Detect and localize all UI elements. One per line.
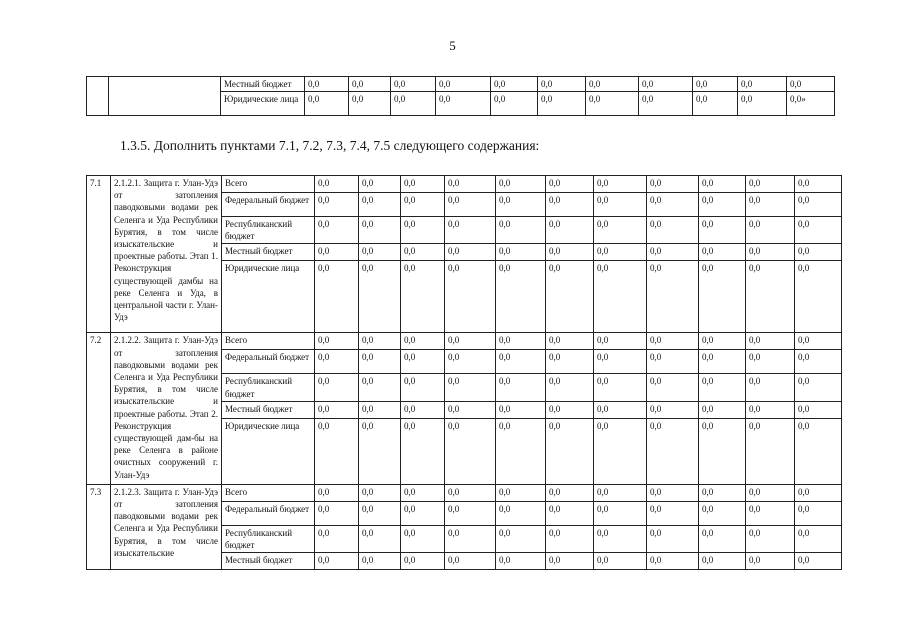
- value-cell: 0,0: [401, 244, 445, 261]
- value-cell: 0,0: [445, 261, 496, 333]
- value-cell: 0,0: [491, 92, 538, 116]
- value-cell: 0,0: [647, 333, 699, 350]
- value-cell: 0,0: [445, 350, 496, 374]
- value-cell: 0,0: [699, 401, 746, 418]
- value-cell: 0,0: [795, 350, 842, 374]
- value-cell: 0,0: [496, 193, 546, 217]
- value-cell: 0,0: [445, 501, 496, 525]
- value-cell: 0,0: [315, 244, 359, 261]
- value-cell: 0,0: [496, 418, 546, 484]
- source-label: Местный бюджет: [222, 244, 315, 261]
- value-cell: 0,0: [699, 176, 746, 193]
- value-cell: 0,0: [795, 525, 842, 552]
- value-cell: 0,0: [359, 418, 401, 484]
- value-cell: 0,0: [315, 193, 359, 217]
- value-cell: 0,0: [746, 484, 795, 501]
- value-cell: 0,0: [546, 525, 594, 552]
- value-cell: 0,0: [647, 501, 699, 525]
- value-cell: 0,0: [746, 525, 795, 552]
- value-cell: 0,0: [795, 401, 842, 418]
- value-cell: 0,0: [359, 261, 401, 333]
- value-cell: 0,0: [795, 176, 842, 193]
- value-cell: 0,0: [315, 418, 359, 484]
- value-cell: 0,0: [699, 484, 746, 501]
- value-cell: 0,0: [699, 553, 746, 570]
- value-cell: 0,0: [496, 244, 546, 261]
- value-cell: 0,0: [445, 333, 496, 350]
- source-label: Местный бюджет: [221, 77, 305, 92]
- value-cell: 0,0: [496, 525, 546, 552]
- value-cell: 0,0: [401, 261, 445, 333]
- value-cell: 0,0: [594, 350, 647, 374]
- value-cell: 0,0: [594, 501, 647, 525]
- value-cell: 0,0: [496, 553, 546, 570]
- value-cell: 0,0: [315, 333, 359, 350]
- source-label: Федеральный бюджет: [222, 501, 315, 525]
- value-cell: 0,0: [594, 374, 647, 401]
- value-cell: 0,0: [359, 176, 401, 193]
- source-label: Всего: [222, 484, 315, 501]
- value-cell: 0,0: [699, 525, 746, 552]
- value-cell: 0,0: [496, 374, 546, 401]
- source-label: Всего: [222, 176, 315, 193]
- value-cell: 0,0: [445, 553, 496, 570]
- item-description: 2.1.2.3. Защита г. Улан-Удэ от затопления паводковыми водами рек Селенга и Уда Республики Бурятия, в том числе изыскательские: [111, 484, 222, 569]
- value-cell: 0,0: [401, 501, 445, 525]
- value-cell: 0,0: [315, 484, 359, 501]
- value-cell: 0,0: [647, 244, 699, 261]
- value-cell: 0,0: [795, 418, 842, 484]
- value-cell: 0,0: [594, 418, 647, 484]
- value-cell: 0,0: [445, 193, 496, 217]
- value-cell: 0,0: [746, 333, 795, 350]
- value-cell: 0,0: [445, 525, 496, 552]
- table-row: [87, 77, 835, 92]
- value-cell: 0,0: [693, 77, 738, 92]
- value-cell: 0,0: [594, 217, 647, 244]
- value-cell: 0,0: [496, 333, 546, 350]
- item-number: 7.2: [87, 333, 111, 484]
- value-cell: 0,0: [699, 244, 746, 261]
- value-cell: 0,0: [647, 553, 699, 570]
- value-cell: 0,0: [401, 350, 445, 374]
- value-cell: 0,0: [795, 261, 842, 333]
- value-cell: 0,0: [787, 77, 835, 92]
- value-cell: 0,0: [738, 77, 787, 92]
- value-cell: 0,0: [699, 374, 746, 401]
- value-cell: 0,0: [546, 553, 594, 570]
- value-cell: 0,0: [436, 77, 491, 92]
- value-cell: 0,0: [795, 484, 842, 501]
- value-cell: 0,0: [359, 553, 401, 570]
- value-cell: 0,0: [795, 217, 842, 244]
- value-cell: 0,0: [359, 501, 401, 525]
- value-cell: 0,0: [546, 244, 594, 261]
- item-number: 7.3: [87, 484, 111, 569]
- value-cell: 0,0: [594, 333, 647, 350]
- source-label: Местный бюджет: [222, 553, 315, 570]
- value-cell: 0,0: [538, 77, 586, 92]
- source-label: Федеральный бюджет: [222, 193, 315, 217]
- item-number: 7.1: [87, 176, 111, 333]
- source-label: Юридические лица: [222, 418, 315, 484]
- value-cell: 0,0: [496, 350, 546, 374]
- value-cell: 0,0: [359, 484, 401, 501]
- value-cell: 0,0: [445, 176, 496, 193]
- value-cell: 0,0: [639, 92, 693, 116]
- value-cell: 0,0: [699, 217, 746, 244]
- value-cell: 0,0: [594, 484, 647, 501]
- value-cell: 0,0: [315, 350, 359, 374]
- value-cell: 0,0: [496, 176, 546, 193]
- value-cell: 0,0: [359, 401, 401, 418]
- value-cell: 0,0: [647, 193, 699, 217]
- value-cell: 0,0: [738, 92, 787, 116]
- value-cell: 0,0: [746, 261, 795, 333]
- value-cell: 0,0: [305, 92, 349, 116]
- value-cell: 0,0: [496, 501, 546, 525]
- value-cell: 0,0: [594, 176, 647, 193]
- value-cell: 0,0: [647, 374, 699, 401]
- empty-num-cell: [87, 77, 109, 116]
- value-cell: 0,0: [699, 501, 746, 525]
- source-label: Федеральный бюджет: [222, 350, 315, 374]
- value-cell: 0,0: [594, 261, 647, 333]
- value-cell: 0,0: [445, 217, 496, 244]
- value-cell: 0,0: [546, 176, 594, 193]
- value-cell: 0,0: [349, 77, 391, 92]
- value-cell: 0,0: [305, 77, 349, 92]
- value-cell: 0,0: [359, 374, 401, 401]
- value-cell: 0,0: [401, 418, 445, 484]
- value-cell: 0,0: [401, 176, 445, 193]
- value-cell: 0,0: [795, 333, 842, 350]
- source-label: Республиканский бюджет: [222, 217, 315, 244]
- value-cell: 0,0: [639, 77, 693, 92]
- value-cell: 0,0: [401, 401, 445, 418]
- value-cell: 0,0: [359, 333, 401, 350]
- value-cell: 0,0: [699, 333, 746, 350]
- value-cell: 0,0: [699, 193, 746, 217]
- value-cell: 0,0: [359, 244, 401, 261]
- source-label: Всего: [222, 333, 315, 350]
- value-cell: 0,0: [315, 261, 359, 333]
- value-cell: 0,0: [594, 401, 647, 418]
- value-cell: 0,0: [546, 401, 594, 418]
- value-cell: 0,0: [436, 92, 491, 116]
- value-cell: 0,0: [496, 484, 546, 501]
- value-cell: 0,0: [594, 193, 647, 217]
- value-cell: 0,0: [401, 193, 445, 217]
- value-cell: 0,0: [647, 261, 699, 333]
- source-label: Республиканский бюджет: [222, 374, 315, 401]
- value-cell: 0,0: [746, 401, 795, 418]
- value-cell: 0,0: [699, 261, 746, 333]
- value-cell: 0,0: [746, 553, 795, 570]
- value-cell: 0,0: [795, 501, 842, 525]
- value-cell: 0,0: [647, 217, 699, 244]
- value-cell: 0,0: [401, 484, 445, 501]
- value-cell: 0,0: [315, 525, 359, 552]
- value-cell: 0,0: [445, 244, 496, 261]
- value-cell: 0,0: [315, 374, 359, 401]
- value-cell: 0,0: [546, 261, 594, 333]
- value-cell: 0,0: [445, 374, 496, 401]
- value-cell: 0,0: [546, 374, 594, 401]
- table-row: [87, 176, 842, 193]
- value-cell: 0,0: [746, 193, 795, 217]
- value-cell: 0,0: [496, 261, 546, 333]
- section-heading: 1.3.5. Дополнить пунктами 7.1, 7.2, 7.3, 7.4, 7.5 следующего содержания:: [120, 138, 540, 153]
- value-cell: 0,0: [647, 484, 699, 501]
- value-cell: 0,0: [315, 176, 359, 193]
- value-cell: 0,0: [693, 92, 738, 116]
- source-label: Республиканский бюджет: [222, 525, 315, 552]
- funding-table: [86, 175, 842, 570]
- value-cell: 0,0: [795, 244, 842, 261]
- value-cell: 0,0: [546, 501, 594, 525]
- value-cell: 0,0: [647, 401, 699, 418]
- value-cell: 0,0: [496, 217, 546, 244]
- value-cell: 0,0: [746, 418, 795, 484]
- value-cell: 0,0: [699, 418, 746, 484]
- value-cell: 0,0: [699, 350, 746, 374]
- value-cell: 0,0: [401, 374, 445, 401]
- value-cell: 0,0: [647, 418, 699, 484]
- value-cell: 0,0: [315, 401, 359, 418]
- item-description: 2.1.2.2. Защита г. Улан-Удэ от затопления паводковыми водами рек Селенга и Уда Республики Бурятия, в том числе изыскательские и проектные работы. Этап 2. Реконструкция существующей дам-бы на реке Селенга в районе очистных сооружений г. Улан-Удэ: [111, 333, 222, 484]
- page-number: 5: [449, 38, 456, 53]
- value-cell: 0,0: [496, 401, 546, 418]
- item-description: 2.1.2.1. Защита г. Улан-Удэ от затопления паводковыми водами рек Селенга и Уда Республики Бурятия, в том числе изыскательские и проектные работы. Этап 1. Реконструкция существующей дамбы на реке Селенга и Уда, в центральной части г. Улан-Удэ: [111, 176, 222, 333]
- value-cell: 0,0: [401, 525, 445, 552]
- value-cell: 0,0: [315, 553, 359, 570]
- value-cell: 0,0: [359, 525, 401, 552]
- value-cell: 0,0: [594, 553, 647, 570]
- value-cell: 0,0: [795, 374, 842, 401]
- value-cell: 0,0: [546, 418, 594, 484]
- value-cell: 0,0: [647, 176, 699, 193]
- value-cell: 0,0: [546, 217, 594, 244]
- value-cell: 0,0: [586, 77, 639, 92]
- value-cell: 0,0: [546, 484, 594, 501]
- value-cell: 0,0: [445, 484, 496, 501]
- value-cell: 0,0: [746, 374, 795, 401]
- value-cell: 0,0: [315, 217, 359, 244]
- value-cell: 0,0: [594, 525, 647, 552]
- value-cell: 0,0: [546, 193, 594, 217]
- value-cell: 0,0: [445, 401, 496, 418]
- value-cell: 0,0: [746, 350, 795, 374]
- table-row: [87, 484, 842, 501]
- value-cell: 0,0: [359, 193, 401, 217]
- value-cell: 0,0: [391, 77, 436, 92]
- value-cell: 0,0: [445, 418, 496, 484]
- value-cell: 0,0: [401, 333, 445, 350]
- value-cell: 0,0: [349, 92, 391, 116]
- source-label: Юридические лица: [222, 261, 315, 333]
- value-cell: 0,0: [647, 350, 699, 374]
- empty-desc-cell: [109, 77, 221, 116]
- top-table: [86, 76, 835, 116]
- value-cell: 0,0»: [787, 92, 835, 116]
- source-label: Юридические лица: [221, 92, 305, 116]
- value-cell: 0,0: [647, 525, 699, 552]
- value-cell: 0,0: [359, 217, 401, 244]
- value-cell: 0,0: [586, 92, 639, 116]
- value-cell: 0,0: [795, 193, 842, 217]
- value-cell: 0,0: [746, 217, 795, 244]
- value-cell: 0,0: [594, 244, 647, 261]
- table-row: [87, 333, 842, 350]
- source-label: Местный бюджет: [222, 401, 315, 418]
- value-cell: 0,0: [401, 553, 445, 570]
- value-cell: 0,0: [546, 350, 594, 374]
- value-cell: 0,0: [491, 77, 538, 92]
- value-cell: 0,0: [391, 92, 436, 116]
- value-cell: 0,0: [401, 217, 445, 244]
- value-cell: 0,0: [546, 333, 594, 350]
- value-cell: 0,0: [315, 501, 359, 525]
- value-cell: 0,0: [746, 176, 795, 193]
- value-cell: 0,0: [746, 244, 795, 261]
- value-cell: 0,0: [795, 553, 842, 570]
- value-cell: 0,0: [538, 92, 586, 116]
- value-cell: 0,0: [746, 501, 795, 525]
- value-cell: 0,0: [359, 350, 401, 374]
